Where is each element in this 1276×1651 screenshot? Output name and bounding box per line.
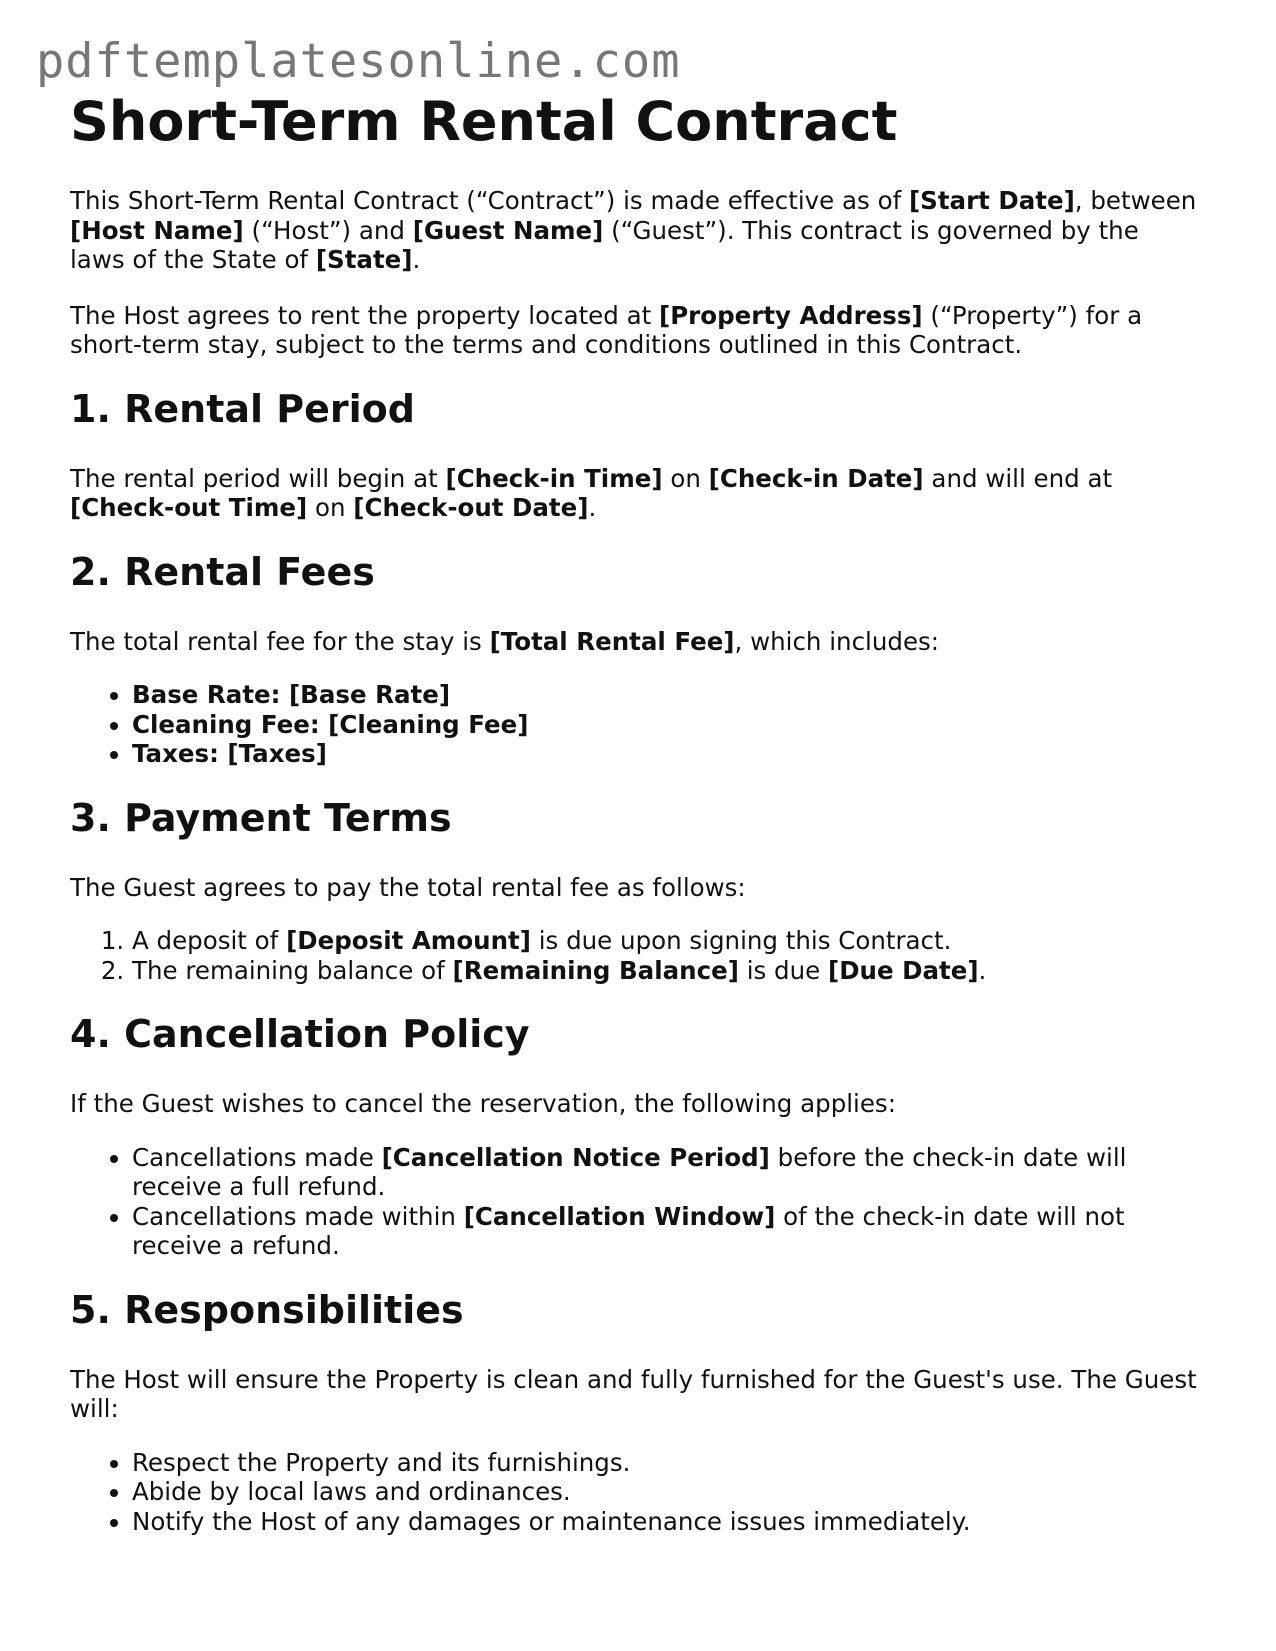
section-title-payment-terms: 3. Payment Terms [70, 795, 452, 840]
section-title-responsibilities: 5. Responsibilities [70, 1287, 464, 1332]
deposit-placeholder: [Deposit Amount] [286, 926, 531, 955]
state-placeholder: [State] [315, 245, 413, 274]
watermark-text: pdftemplatesonline.com [36, 34, 681, 89]
rental-fees-paragraph: The total rental fee for the stay is [Total Rental Fee], which includes: [70, 626, 940, 656]
due-date-placeholder: [Due Date] [828, 955, 979, 985]
notice-period-placeholder: [Cancellation Notice Period] [381, 1142, 770, 1172]
cancellation-window-placeholder: [Cancellation Window] [463, 1201, 776, 1231]
document-title: Short-Term Rental Contract [70, 90, 898, 153]
document-body [70, 90, 1200, 1536]
list-item: • Cleaning Fee: [Cleaning Fee] [132, 710, 1200, 740]
list-item: • Cancellations made [Cancellation Notice Period] before the check-in date will receive a full refund. [132, 1143, 1200, 1202]
list-item: • Notify the Host of any damages or maintenance issues immediately. [132, 1507, 1200, 1537]
start-date-placeholder: [Start Date] [908, 186, 1075, 215]
fees-list [70, 680, 1200, 769]
list-item: • Abide by local laws and ordinances. [132, 1477, 1200, 1507]
list-item: • Base Rate: [Base Rate] [132, 680, 1200, 710]
property-paragraph: The Host agrees to rent the property located at [Property Address] (“Property”) for a short-term stay, subject to the terms and conditions outlined in this Contract. [70, 300, 1143, 359]
checkin-date-placeholder: [Check-in Date] [708, 463, 924, 493]
list-item: 1. A deposit of [Deposit Amount] is due upon signing this Contract. [132, 926, 1200, 956]
remaining-balance-placeholder: [Remaining Balance] [452, 955, 739, 985]
list-item: • Cancellations made within [Cancellation Window] of the check-in date will not receive a refund. [132, 1202, 1200, 1261]
rental-period-paragraph: The rental period will begin at [Check-in Time] on [Check-in Date] and will end at [Check-out Time] on [Check-out Date]. [70, 463, 1113, 522]
cancellation-paragraph: If the Guest wishes to cancel the reservation, the following applies: [70, 1089, 896, 1118]
section-title-cancellation: 4. Cancellation Policy [70, 1012, 530, 1056]
section-title-rental-fees: 2. Rental Fees [70, 549, 375, 594]
host-name-placeholder: [Host Name] [70, 215, 244, 245]
section-title-rental-period: 1. Rental Period [70, 386, 415, 431]
property-address-placeholder: [Property Address] [659, 300, 923, 330]
cancellation-list [70, 1143, 1200, 1261]
list-item: • Taxes: [Taxes] [132, 739, 1200, 769]
payment-terms-paragraph: The Guest agrees to pay the total rental fee as follows: [70, 872, 746, 902]
list-item: • Respect the Property and its furnishings. [132, 1448, 1200, 1478]
responsibilities-paragraph: The Host will ensure the Property is clean and fully furnished for the Guest's use. The Guest will: [70, 1364, 1197, 1423]
checkin-time-placeholder: [Check-in Time] [445, 463, 663, 493]
total-fee-placeholder: [Total Rental Fee] [489, 626, 735, 656]
intro-paragraph: This Short-Term Rental Contract (“Contract”) is made effective as of [Start Date], between [Host Name] (“Host”) and [Guest Name] (“Guest”). This contract is governed by the laws of the State of [State]. [70, 186, 1197, 274]
list-item: 2. The remaining balance of [Remaining Balance] is due [Due Date]. [132, 956, 1200, 986]
checkout-date-placeholder: [Check-out Date] [353, 493, 589, 522]
responsibilities-list [70, 1448, 1200, 1537]
guest-name-placeholder: [Guest Name] [412, 215, 604, 245]
checkout-time-placeholder: [Check-out Time] [70, 493, 308, 522]
payment-list [70, 926, 1200, 985]
